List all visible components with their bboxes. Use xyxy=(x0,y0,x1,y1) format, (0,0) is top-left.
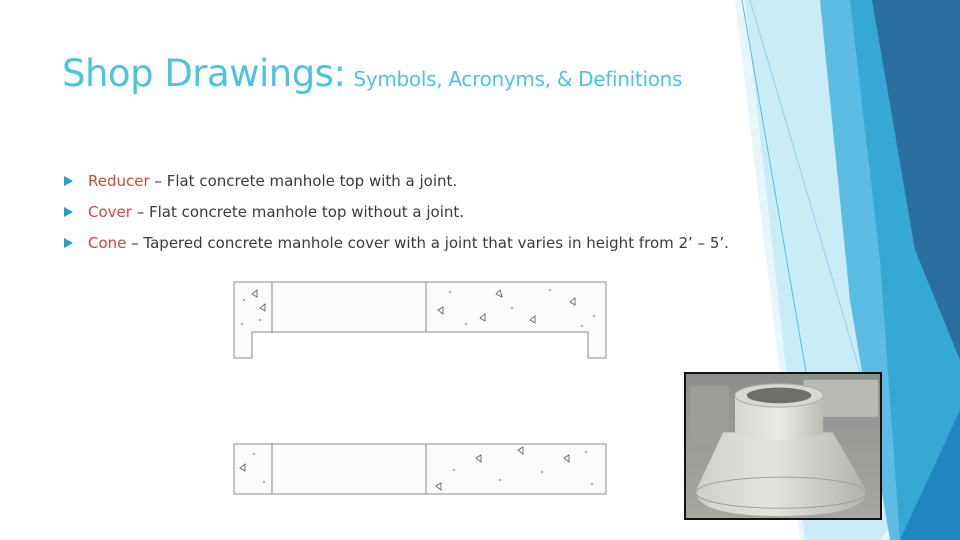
reducer-section-drawing xyxy=(230,280,610,362)
definition-term: Reducer xyxy=(88,172,150,190)
title-main: Shop Drawings: xyxy=(62,52,346,95)
cover-section-drawing xyxy=(230,440,610,496)
triangle-right-icon xyxy=(62,175,74,187)
definition-text: – Flat concrete manhole top with a joint. xyxy=(149,172,458,190)
definition-term: Cover xyxy=(88,203,132,221)
title-subtitle: Symbols, Acronyms, & Definitions xyxy=(353,67,683,91)
concrete-cone-photo xyxy=(684,372,882,520)
triangle-right-icon xyxy=(62,206,74,218)
list-item xyxy=(62,203,742,222)
list-item xyxy=(62,234,742,253)
triangle-right-icon xyxy=(62,237,74,249)
slide-title xyxy=(62,52,682,95)
definition-list xyxy=(62,172,742,265)
definition-text: – Tapered concrete manhole cover with a joint that varies in height from 2’ – 5’. xyxy=(126,234,729,252)
definition-term: Cone xyxy=(88,234,127,252)
list-item xyxy=(62,172,742,191)
definition-text: – Flat concrete manhole top without a joint. xyxy=(131,203,465,221)
